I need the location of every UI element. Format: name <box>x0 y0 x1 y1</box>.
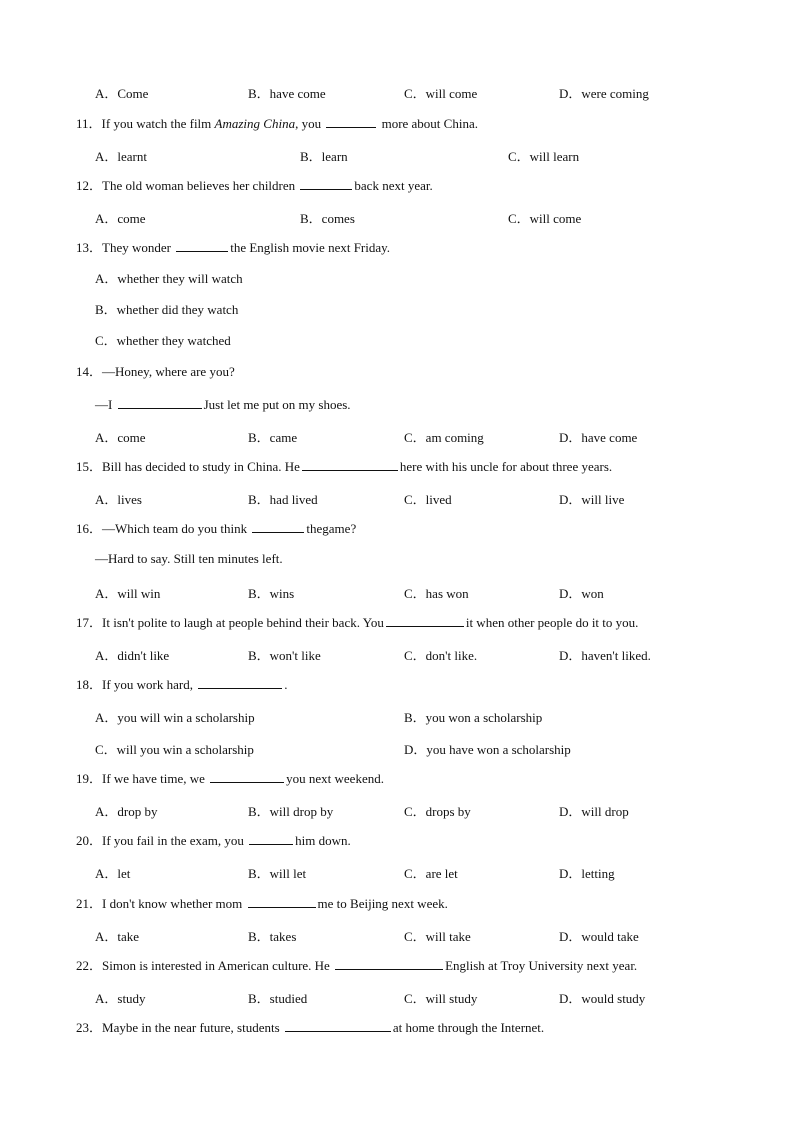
question-22-stem: 22．Simon is interested in American culture. He English at Troy University next year. <box>76 958 638 973</box>
option-d: D．would study <box>559 991 646 1006</box>
option-a: A．drop by <box>95 804 158 819</box>
question-13-stem: 13．They wonder the English movie next Friday. <box>76 240 391 255</box>
answer-blank <box>252 520 304 533</box>
option-a: A．didn't like <box>95 648 170 663</box>
question-19-stem: 19．If we have time, we you next weekend. <box>76 771 384 786</box>
option-b: B．you won a scholarship <box>404 710 543 725</box>
question-number: 18． <box>76 677 103 692</box>
question-16-reply: —Hard to say. Still ten minutes left. <box>95 551 283 566</box>
option-b: B．wins <box>248 586 295 601</box>
option-c: C．will study <box>404 991 478 1006</box>
question-number: 23． <box>76 1020 103 1035</box>
question-number: 13． <box>76 240 103 255</box>
question-number: 14． <box>76 364 103 379</box>
question-18-stem: 18．If you work hard, . <box>76 677 288 692</box>
question-number: 21． <box>76 896 103 911</box>
question-number: 15． <box>76 459 103 474</box>
question-16-stem: 16．—Which team do you think thegame? <box>76 521 357 536</box>
answer-blank <box>326 115 376 128</box>
option-c: C．lived <box>404 492 452 507</box>
option-a: A．take <box>95 929 140 944</box>
option-a: A．learnt <box>95 149 147 164</box>
option-a: A．you will win a scholarship <box>95 710 255 725</box>
answer-blank <box>176 239 228 252</box>
answer-blank <box>335 957 443 970</box>
question-number: 22． <box>76 958 103 973</box>
option-b: B．will let <box>248 866 307 881</box>
option-c: C．don't like. <box>404 648 478 663</box>
option-b: B．studied <box>248 991 308 1006</box>
answer-blank <box>248 895 316 908</box>
question-23-stem: 23．Maybe in the near future, students at home through the Internet. <box>76 1020 545 1035</box>
question-number: 16． <box>76 521 103 536</box>
question-12-stem: 12．The old woman believes her children back next year. <box>76 178 433 193</box>
option-a: A．will win <box>95 586 161 601</box>
option-d: D．have come <box>559 430 638 445</box>
option-b: B．learn <box>300 149 348 164</box>
option-a: A．come <box>95 211 146 226</box>
option-d: D．would take <box>559 929 639 944</box>
option-a: A．come <box>95 430 146 445</box>
option-a: A．whether they will watch <box>95 271 243 286</box>
option-c: C．will take <box>404 929 471 944</box>
answer-blank <box>386 614 464 627</box>
option-a: A．Come <box>95 86 149 101</box>
option-d: D．won <box>559 586 604 601</box>
question-21-stem: 21．I don't know whether mom me to Beijing next week. <box>76 896 448 911</box>
question-number: 17． <box>76 615 103 630</box>
option-c: C．will come <box>508 211 582 226</box>
option-b: B．will drop by <box>248 804 334 819</box>
question-number: 20． <box>76 833 103 848</box>
option-d: D．you have won a scholarship <box>404 742 571 757</box>
answer-blank <box>300 177 352 190</box>
option-c: C．drops by <box>404 804 471 819</box>
option-c: C．whether they watched <box>95 333 231 348</box>
option-b: B．had lived <box>248 492 318 507</box>
answer-blank <box>302 458 398 471</box>
question-17-stem: 17．It isn't polite to laugh at people behind their back. You it when other people do it to you. <box>76 615 639 630</box>
option-c: C．will you win a scholarship <box>95 742 254 757</box>
option-b: B．whether did they watch <box>95 302 239 317</box>
option-c: C．will come <box>404 86 478 101</box>
question-14-reply: —I Just let me put on my shoes. <box>95 397 351 412</box>
option-d: D．will drop <box>559 804 629 819</box>
option-c: C．am coming <box>404 430 484 445</box>
answer-blank <box>285 1019 391 1032</box>
answer-blank <box>118 396 202 409</box>
question-15-stem: 15．Bill has decided to study in China. He here with his uncle for about three years. <box>76 459 613 474</box>
option-d: D．letting <box>559 866 615 881</box>
option-a: A．study <box>95 991 146 1006</box>
question-number: 11． <box>76 116 102 131</box>
option-b: B．won't like <box>248 648 321 663</box>
option-a: A．lives <box>95 492 142 507</box>
question-number: 12． <box>76 178 103 193</box>
question-11-stem: 11．If you watch the film Amazing China, you more about China. <box>76 116 478 131</box>
option-d: D．will live <box>559 492 625 507</box>
question-number: 19． <box>76 771 103 786</box>
option-c: C．has won <box>404 586 469 601</box>
option-d: D．haven't liked. <box>559 648 651 663</box>
answer-blank <box>249 832 293 845</box>
option-b: B．have come <box>248 86 326 101</box>
option-a: A．let <box>95 866 131 881</box>
question-20-stem: 20．If you fail in the exam, you him down. <box>76 833 351 848</box>
option-b: B．takes <box>248 929 297 944</box>
option-c: C．will learn <box>508 149 580 164</box>
answer-blank <box>198 676 282 689</box>
question-14-stem: 14．—Honey, where are you? <box>76 364 235 379</box>
option-d: D．were coming <box>559 86 649 101</box>
film-title: Amazing China <box>214 116 296 131</box>
option-b: B．came <box>248 430 298 445</box>
answer-blank <box>210 770 284 783</box>
option-b: B．comes <box>300 211 355 226</box>
option-c: C．are let <box>404 866 458 881</box>
